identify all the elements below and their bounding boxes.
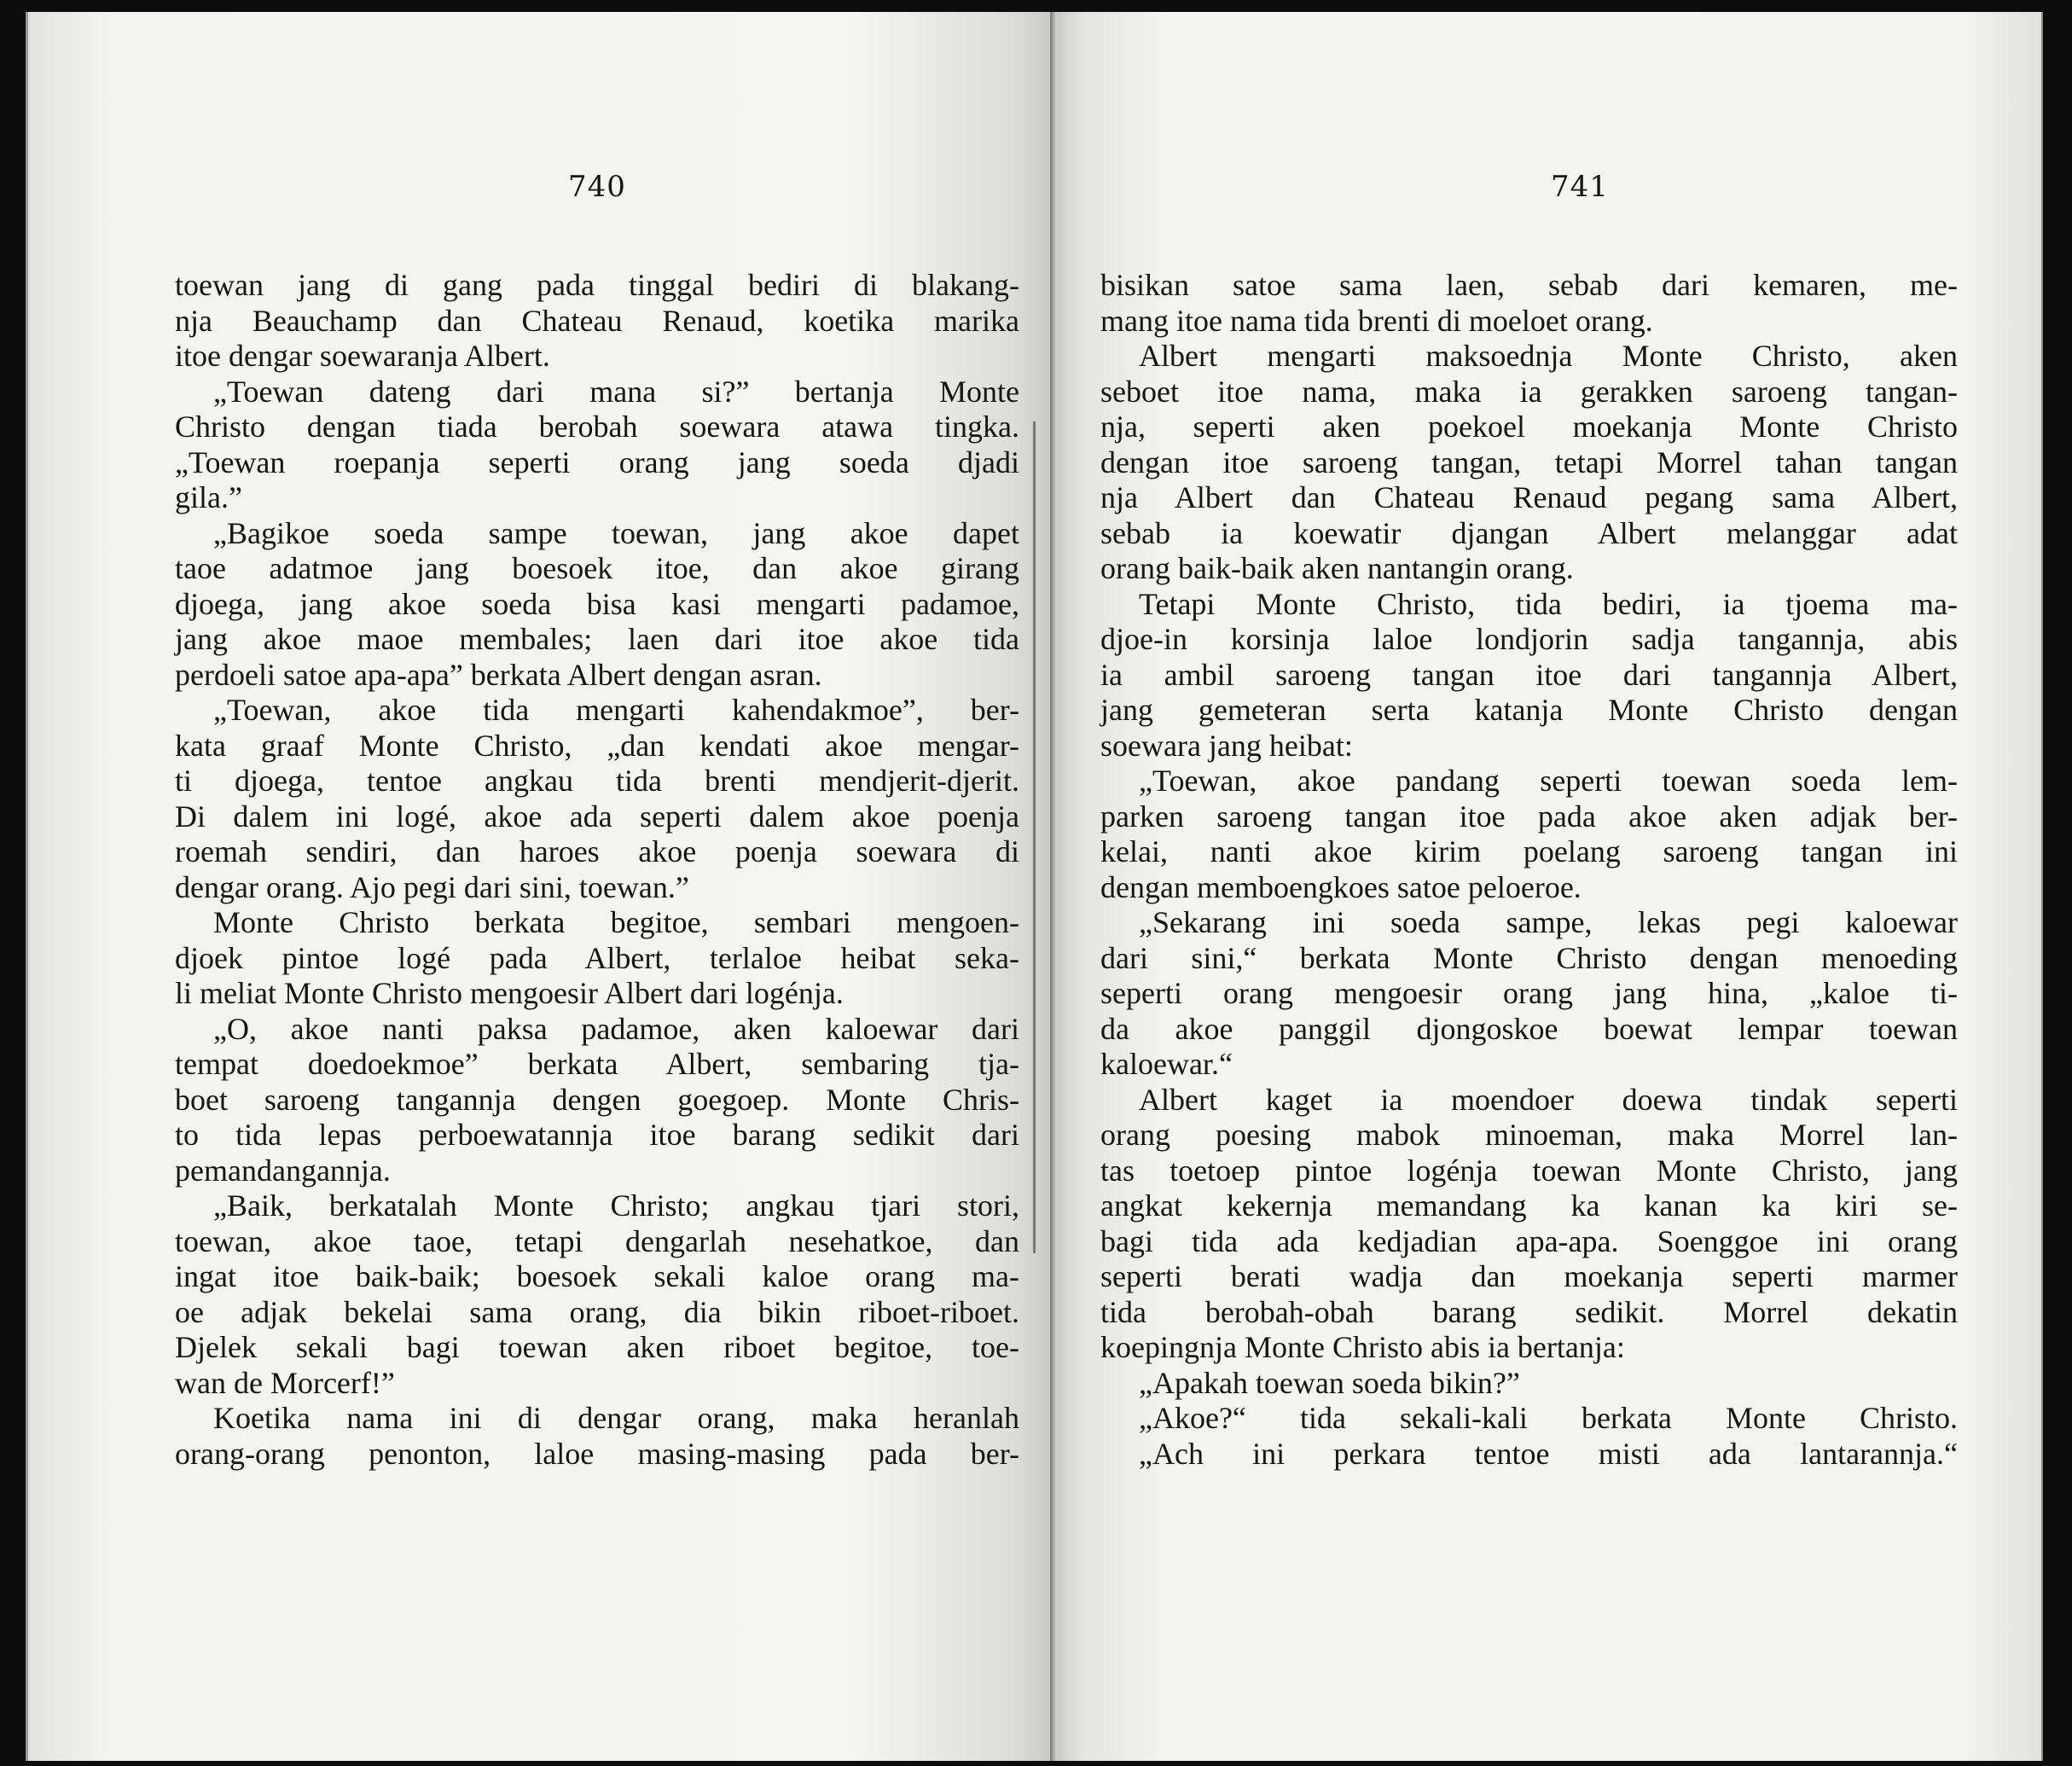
text-line: ingat itoe baik-baik; boesoek sekali kaloe orang ma-: [175, 1259, 1019, 1293]
text-line: „Toewan, akoe pandang seperti toewan soeda lem-: [1139, 764, 1958, 798]
page-text: [175, 268, 1019, 1472]
page-text: [1100, 268, 1958, 1472]
text-line: nja Albert dan Chateau Renaud pegang sama Albert,: [1100, 480, 1958, 514]
text-line: pemandangannja.: [175, 1153, 391, 1188]
text-line: sebab ia koewatir djangan Albert melanggar adat: [1100, 515, 1958, 550]
text-line: to tida lepas perboewatannja itoe barang sedikit dari: [175, 1118, 1019, 1152]
text-line: dengan itoe saroeng tangan, tetapi Morrel tahan tangan: [1100, 444, 1958, 479]
text-line: toewan jang di gang pada tinggal bediri di blakang-: [175, 268, 1019, 302]
text-line: Djelek sekali bagi toewan aken riboet begitoe, toe-: [175, 1330, 1019, 1364]
text-line: djoek pintoe logé pada Albert, terlaloe heibat seka-: [175, 940, 1019, 975]
text-line: Koetika nama ini di dengar orang, maka heranlah: [213, 1401, 1019, 1435]
text-line: „Toewan dateng dari mana si?” bertanja Monte: [213, 374, 1019, 409]
page-number: 740: [568, 170, 626, 204]
text-line: „Apakah toewan soeda bikin?”: [1139, 1365, 1520, 1400]
text-line: roemah sendiri, dan haroes akoe poenja soewara di: [175, 834, 1019, 868]
text-line: boet saroeng tangannja dengen goegoep. Monte Chris-: [175, 1082, 1019, 1117]
text-line: da akoe panggil djongoskoe boewat lempar toewan: [1100, 1011, 1958, 1046]
text-line: soewara jang heibat:: [1100, 728, 1353, 763]
text-line: nja Beauchamp dan Chateau Renaud, koetika marika: [175, 303, 1019, 338]
page-number: 741: [1551, 170, 1609, 204]
text-line: orang baik-baik aken nantangin orang.: [1100, 551, 1574, 585]
text-line: nja, seperti aken poekoel moekanja Monte Christo: [1100, 410, 1958, 444]
text-line: gila.”: [175, 480, 242, 514]
text-line: „Ach ini perkara tentoe misti ada lantarannja.“: [1139, 1436, 1958, 1471]
text-line: „Toewan roepanja seperti orang jang soeda djadi: [175, 444, 1019, 479]
text-line: Albert mengarti maksoednja Monte Christo, aken: [1139, 339, 1958, 373]
text-line: mang itoe nama tida brenti di moeloet orang.: [1100, 303, 1653, 338]
text-line: itoe dengar soewaranja Albert.: [175, 339, 550, 373]
text-line: li meliat Monte Christo mengoesir Albert dari logénja.: [175, 976, 844, 1010]
text-line: perdoeli satoe apa-apa” berkata Albert dengan asran.: [175, 657, 822, 692]
text-line: oe adjak bekelai sama orang, dia bikin riboet-riboet.: [175, 1294, 1019, 1329]
book-spread: [26, 12, 2043, 1761]
text-line: dengan memboengkoes satoe peloeroe.: [1100, 869, 1582, 904]
margin-marker: [1033, 421, 1036, 1253]
text-line: tempat doedoekmoe” berkata Albert, sembaring tja-: [175, 1047, 1019, 1081]
text-line: ti djoega, tentoe angkau tida brenti mendjerit-djerit.: [175, 764, 1019, 798]
text-line: Monte Christo berkata begitoe, sembari mengoen-: [213, 905, 1019, 939]
text-line: djoe-in korsinja laloe londjorin sadja tangannja, abis: [1100, 622, 1958, 656]
right-page: [1053, 12, 2043, 1761]
text-line: seboet itoe nama, maka ia gerakken saroeng tangan-: [1100, 374, 1958, 409]
text-line: kaloewar.“: [1100, 1047, 1233, 1081]
text-line: Christo dengan tiada berobah soewara atawa tingka.: [175, 410, 1019, 444]
text-line: tas toetoep pintoe logénja toewan Monte Christo, jang: [1100, 1153, 1958, 1188]
text-line: djoega, jang akoe soeda bisa kasi mengarti padamoe,: [175, 586, 1019, 621]
book-spine: [1050, 12, 1055, 1761]
text-line: jang akoe maoe membales; laen dari itoe akoe tida: [175, 622, 1019, 656]
left-page: [26, 12, 1053, 1761]
text-line: „Baik, berkatalah Monte Christo; angkau tjari stori,: [213, 1188, 1019, 1223]
text-line: jang gemeteran serta katanja Monte Christo dengan: [1100, 693, 1958, 727]
text-line: ia ambil saroeng tangan itoe dari tangannja Albert,: [1100, 657, 1958, 692]
text-line: bagi tida ada kedjadian apa-apa. Soenggoe ini orang: [1100, 1223, 1958, 1258]
text-line: wan de Morcerf!”: [175, 1365, 395, 1400]
text-line: kata graaf Monte Christo, „dan kendati akoe mengar-: [175, 728, 1019, 763]
text-line: „Toewan, akoe tida mengarti kahendakmoe”, ber-: [213, 693, 1019, 727]
text-line: „O, akoe nanti paksa padamoe, aken kaloewar dari: [213, 1011, 1019, 1046]
text-line: toewan, akoe taoe, tetapi dengarlah nesehatkoe, dan: [175, 1223, 1019, 1258]
text-line: koepingnja Monte Christo abis ia bertanja:: [1100, 1330, 1625, 1364]
text-line: Di dalem ini logé, akoe ada seperti dalem akoe poenja: [175, 799, 1019, 834]
text-line: bisikan satoe sama laen, sebab dari kemaren, me-: [1100, 268, 1958, 302]
text-line: dari sini,“ berkata Monte Christo dengan menoeding: [1100, 940, 1958, 975]
text-line: orang-orang penonton, laloe masing-masing pada ber-: [175, 1436, 1019, 1471]
text-line: „Sekarang ini soeda sampe, lekas pegi kaloewar: [1139, 905, 1958, 939]
text-line: kelai, nanti akoe kirim poelang saroeng tangan ini: [1100, 834, 1958, 868]
text-line: „Bagikoe soeda sampe toewan, jang akoe dapet: [213, 515, 1019, 550]
text-line: Tetapi Monte Christo, tida bediri, ia tjoema ma-: [1139, 586, 1958, 621]
text-line: tida berobah-obah barang sedikit. Morrel dekatin: [1100, 1294, 1958, 1329]
text-line: angkat kekernja memandang ka kanan ka kiri se-: [1100, 1188, 1958, 1223]
text-line: dengar orang. Ajo pegi dari sini, toewan.”: [175, 869, 689, 904]
text-line: seperti orang mengoesir orang jang hina, „kaloe ti-: [1100, 976, 1958, 1010]
text-line: Albert kaget ia moendoer doewa tindak seperti: [1139, 1082, 1958, 1117]
text-line: parken saroeng tangan itoe pada akoe aken adjak ber-: [1100, 799, 1958, 834]
text-line: taoe adatmoe jang boesoek itoe, dan akoe girang: [175, 551, 1019, 585]
text-line: „Akoe?“ tida sekali-kali berkata Monte Christo.: [1139, 1401, 1958, 1435]
text-line: seperti berati wadja dan moekanja seperti marmer: [1100, 1259, 1958, 1293]
text-line: orang poesing mabok minoeman, maka Morrel lan-: [1100, 1118, 1958, 1152]
